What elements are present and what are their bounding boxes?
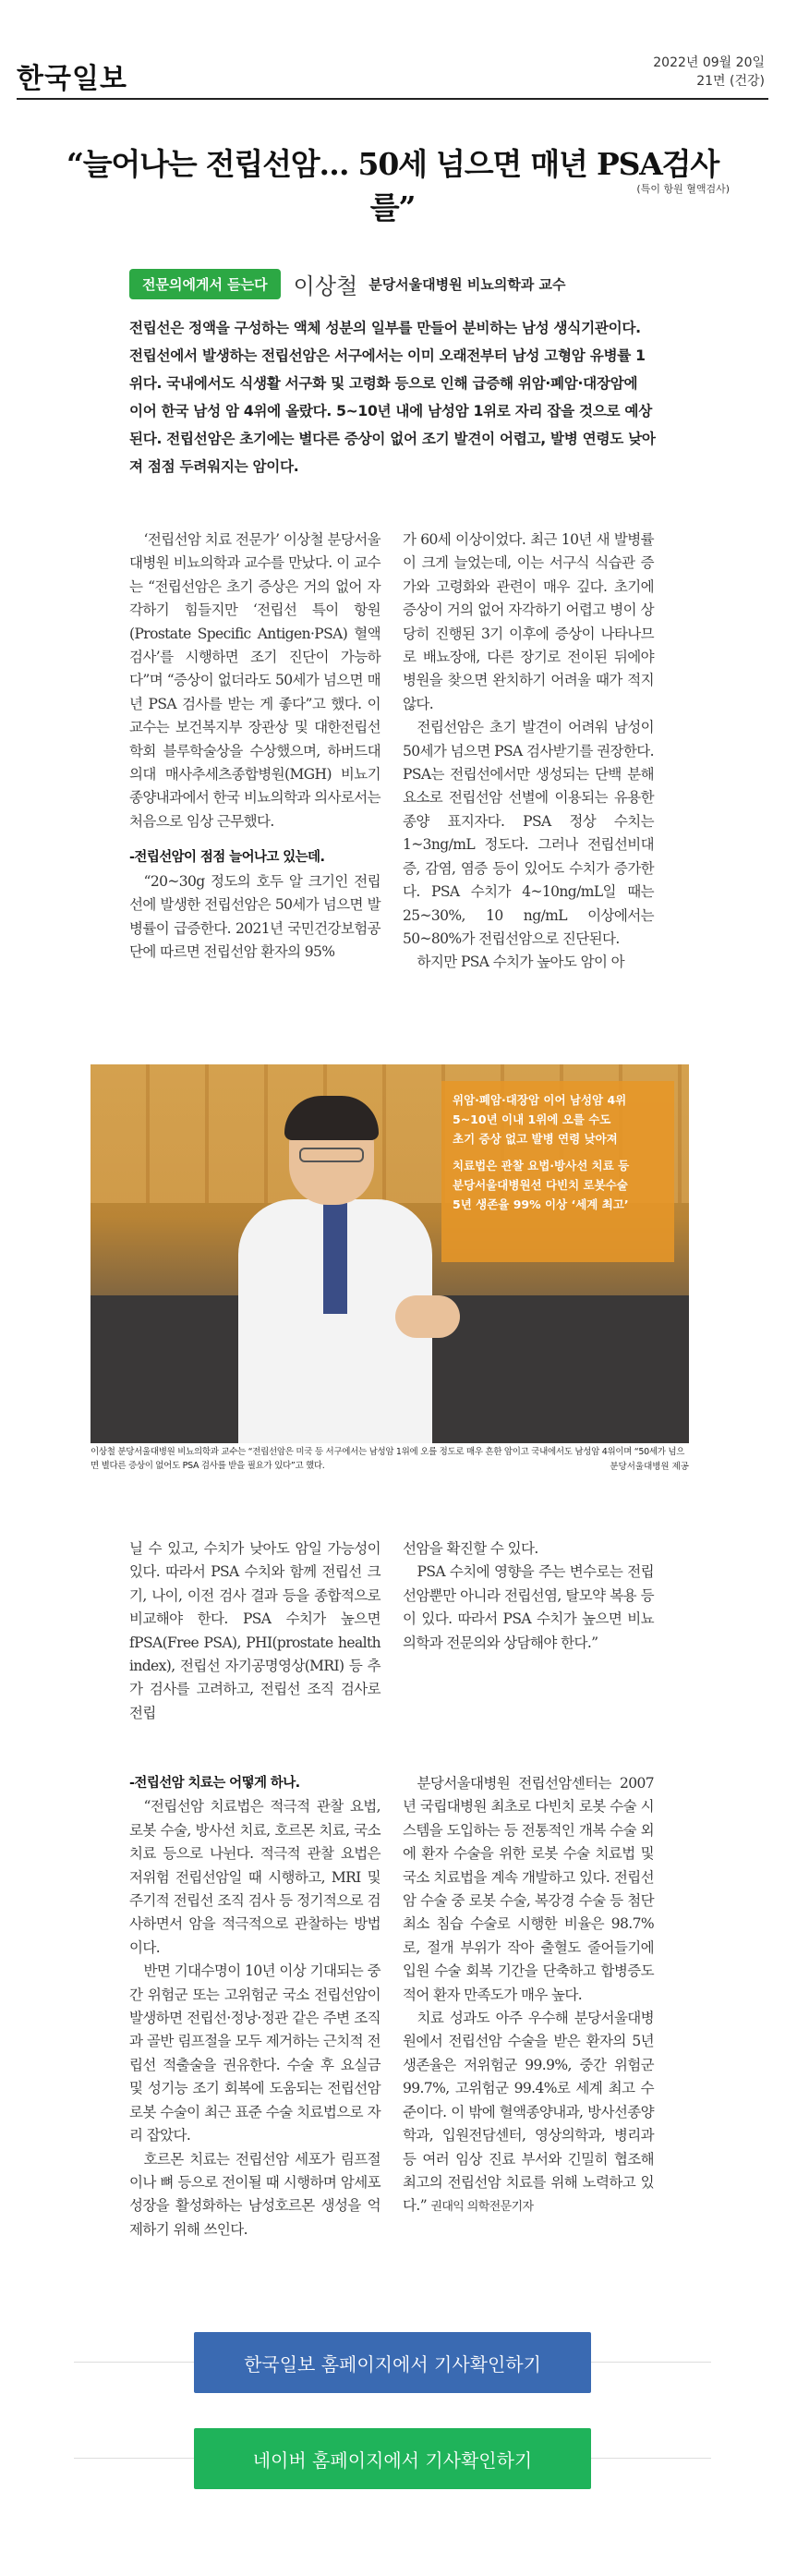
expert-byline [129, 268, 566, 299]
body-paragraph: “20~30g 정도의 호두 알 크기인 전립선에 발생한 전립선암은 50세가 넘으면 발병률이 급증한다. 2021년 국민건강보험공단에 따르면 전립선암 환자의 95% [129, 872, 380, 960]
article-headline: “늘어나는 전립선암… 50세 넘으면 매년 PSA검사를” [66, 146, 719, 225]
body-paragraph: 분당서울대병원 전립선암센터는 2007년 국립대병원 최초로 다빈치 로봇 수술 시스템을 도입하는 등 전통적인 개복 수술 외에 환자 수술을 위한 로봇 수술 치료법 및 국소 치료법을 계속 개발하고 있다. 전립선암 수술 중 로봇 수술, 복강경 수술 등 첨단 최소 침습 수술로 시행한 비율은 98.7%로, 절개 부위가 작아 출혈도 줄어들기에 입원 수술 회복 기간을 단축하고 합병증도 적어 환자 만족도가 매우 높다. [403, 1775, 654, 2003]
body-paragraph: 하지만 PSA 수치가 높아도 암이 아 [417, 954, 625, 971]
body-paragraph: ‘전립선암 치료 전문가’ 이상철 분당서울대병원 비뇨의학과 교수를 만났다. 이 교수는 “전립선암은 초기 증상은 거의 없어 자각하기 힘들지만 ‘전립선 특이 항원 (Prostate Specific Antigen·PSA) 혈액검사’를 시행하면 조기 진단이 가능하다”며 “증상이 없더라도 50세가 넘으면 매년 PSA 검사를 받는 게 좋다”고 했다. 이 교수는 보건복지부 장관상 및 대한전립선학회 블루학술상을 수상했으며, 하버드대 의대 매사추세츠종합병원(MGH) 비뇨기종양내과에서 한국 비뇨의학과 의사로서는 처음으로 임상 근무했다. [129, 531, 380, 830]
doctor-portrait [238, 1101, 432, 1443]
body-paragraph: 닐 수 있고, 수치가 낮아도 암일 가능성이 있다. 따라서 PSA 수치와 함께 전립선 크기, 나이, 이전 검사 결과 등을 종합적으로 비교해야 한다. PSA 수치가 높으면 fPSA(Free PSA), PHI(prostate health index), 전립선 자기공명영상(MRI) 등 추가 검사를 고려하고, 전립선 조직 검사로 전립 [129, 1540, 380, 1721]
headline-footnote: (특이 항원 혈액검사) [636, 183, 730, 195]
body-paragraph: “전립선암 치료법은 적극적 관찰 요법, 로봇 수술, 방사선 치료, 호르몬 치료, 국소 치료 등으로 나뉜다. 적극적 관찰 요법은 저위험 전립선암일 때 시행하고, MRI 및 주기적 전립선 조직 검사 등 정기적으로 검사하면서 암을 적극적으로 관찰하는 방법이다. [129, 1798, 380, 1956]
expert-name: 이상철 [293, 273, 358, 299]
body-paragraph: 전립선암은 초기 발견이 어려워 남성이 50세가 넘으면 PSA 검사받기를 권장한다. PSA는 전립선에서만 생성되는 단백 분해 요소로 전립선암 선별에 이용되는 유용한 종양 표지자다. PSA 정상 수치는 1~3ng/mL 정도다. 그러나 전립선비대증, 감염, 염증 등이 있어도 수치가 증가한다. PSA 수치가 4~10ng/mL일 때는 25~30%, 10 ng/mL 이상에서는 50~80%가 전립선암으로 진단된다. [403, 719, 654, 947]
overlay-line: 초기 증상 없고 발병 연령 낮아져 [453, 1132, 618, 1146]
page-section: 21면 (건강) [696, 74, 765, 89]
question-heading: -전립선암이 점점 늘어나고 있는데. [129, 850, 325, 866]
body-column-4 [403, 1537, 654, 1655]
tie [323, 1203, 347, 1314]
newspaper-logo: 한국일보 [17, 63, 127, 95]
question-heading: -전립선암 치료는 어떻게 하나. [129, 1776, 300, 1791]
hankookilbo-article-link-button[interactable]: 한국일보 홈페이지에서 기사확인하기 [194, 2332, 591, 2393]
photo-overlay-summary [441, 1081, 674, 1262]
body-paragraph: 호르몬 치료는 전립선암 세포가 림프절이나 뼈 등으로 전이될 때 시행하며 암세포 성장을 활성화하는 남성호르몬 생성을 억제하기 위해 쓰인다. [129, 2150, 380, 2238]
gesturing-hand [395, 1295, 460, 1338]
overlay-line: 5~10년 이내 1위에 오를 수도 [453, 1112, 611, 1126]
body-paragraph [403, 2007, 654, 2219]
overlay-line: 5년 생존율 99% 이상 ‘세계 최고’ [453, 1197, 629, 1211]
paragraph-text: 치료 성과도 아주 우수해 분당서울대병원에서 전립선암 수술을 받은 환자의 5년 생존율은 저위험군 99.9%, 중간 위험군 99.7%, 고위험군 99.4%로 세계 최고 수준이다. 이 밖에 혈액종양내과, 방사선종양학과, 입원전담센터, 영상의학과, 병리과 등 여러 임상 진료 부서와 긴밀히 협조해 최고의 전립선암 치료를 위해 노력하고 있다.” [403, 2010, 654, 2215]
header-divider [17, 98, 768, 100]
overlay-line: 치료법은 관찰 요법·방사선 치료 등 [453, 1159, 630, 1173]
article-lead: 전립선은 정액을 구성하는 액체 성분의 일부를 만들어 분비하는 남성 생식기관이다. 전립선에서 발생하는 전립선암은 서구에서는 이미 오래전부터 남성 고형암 유병률 1위다. 국내에서도 식생활 서구화 및 고령화 등으로 인해 급증해 위암·폐암·대장암에 이어 한국 남성 암 4위에 올랐다. 5~10년 내에 남성암 1위로 자리 잡을 것으로 예상된다. 전립선암은 초기에는 별다른 증상이 없어 조기 발견이 어렵고, 발병 연령도 낮아져 점점 두려워지는 암이다. [129, 320, 656, 475]
body-paragraph: PSA 수치에 영향을 주는 변수로는 전립선암뿐만 아니라 전립선염, 탈모약 복용 등이 있다. 따라서 PSA 수치가 높으면 비뇨의학과 전문의와 상담해야 한다.” [403, 1563, 654, 1651]
reporter-signature: 권대익 의학전문기자 [430, 2200, 534, 2215]
hair [284, 1096, 379, 1140]
body-paragraph: 가 60세 이상이었다. 최근 10년 새 발병률이 크게 늘었는데, 이는 서구식 식습관 증가와 고령화와 관련이 매우 깊다. 초기에 증상이 거의 없어 자각하기 어렵고 병이 상당히 진행된 3기 이후에 증상이 나타나므로 배뇨장애, 다른 장기로 전이된 뒤에야 병원을 찾으면 완치하기 어려울 때가 적지 않다. [403, 531, 654, 712]
series-badge: 전문의에게서 듣는다 [129, 269, 281, 299]
expert-affiliation: 분당서울대병원 비뇨의학과 교수 [368, 275, 566, 293]
article-photo [91, 1064, 689, 1443]
masthead [0, 0, 785, 111]
body-column-5 [129, 1772, 380, 2242]
body-paragraph: 선암을 확진할 수 있다. [403, 1540, 538, 1557]
body-column-6 [403, 1772, 654, 2219]
glasses-icon [299, 1148, 364, 1162]
body-paragraph: 반면 기대수명이 10년 이상 기대되는 중간 위험군 또는 고위험군 국소 전립선암이 발생하면 전립선·정낭·정관 같은 주변 조직과 골반 림프절을 모두 제거하는 근치적 전립선 적출술을 권유한다. 수술 후 요실금 및 성기능 조기 회복에 도움되는 전립선암 로봇 수술이 최근 표준 수술 치료법으로 자리 잡았다. [129, 1962, 380, 2145]
overlay-line: 분당서울대병원선 다빈치 로봇수술 [453, 1178, 628, 1192]
body-column-3 [129, 1537, 380, 1725]
photo-caption: 이상철 분당서울대병원 비뇨의학과 교수는 “전립선암은 미국 등 서구에서는 남성암 1위에 오를 정도로 매우 흔한 암이고 국내에서도 남성암 4위이며 “50세가 넘으면 별다른 증상이 없어도 PSA 검사를 받을 필요가 있다”고 했다. [91, 1447, 685, 1471]
body-column-1 [129, 529, 380, 964]
photo-credit: 분당서울대병원 제공 [610, 1462, 689, 1472]
body-column-2 [403, 529, 654, 975]
publication-date [653, 54, 765, 91]
issue-date: 2022년 09월 20일 [653, 55, 765, 70]
overlay-line: 위암·폐암·대장암 이어 남성암 4위 [453, 1093, 627, 1107]
naver-article-link-button[interactable]: 네이버 홈페이지에서 기사확인하기 [194, 2428, 591, 2489]
